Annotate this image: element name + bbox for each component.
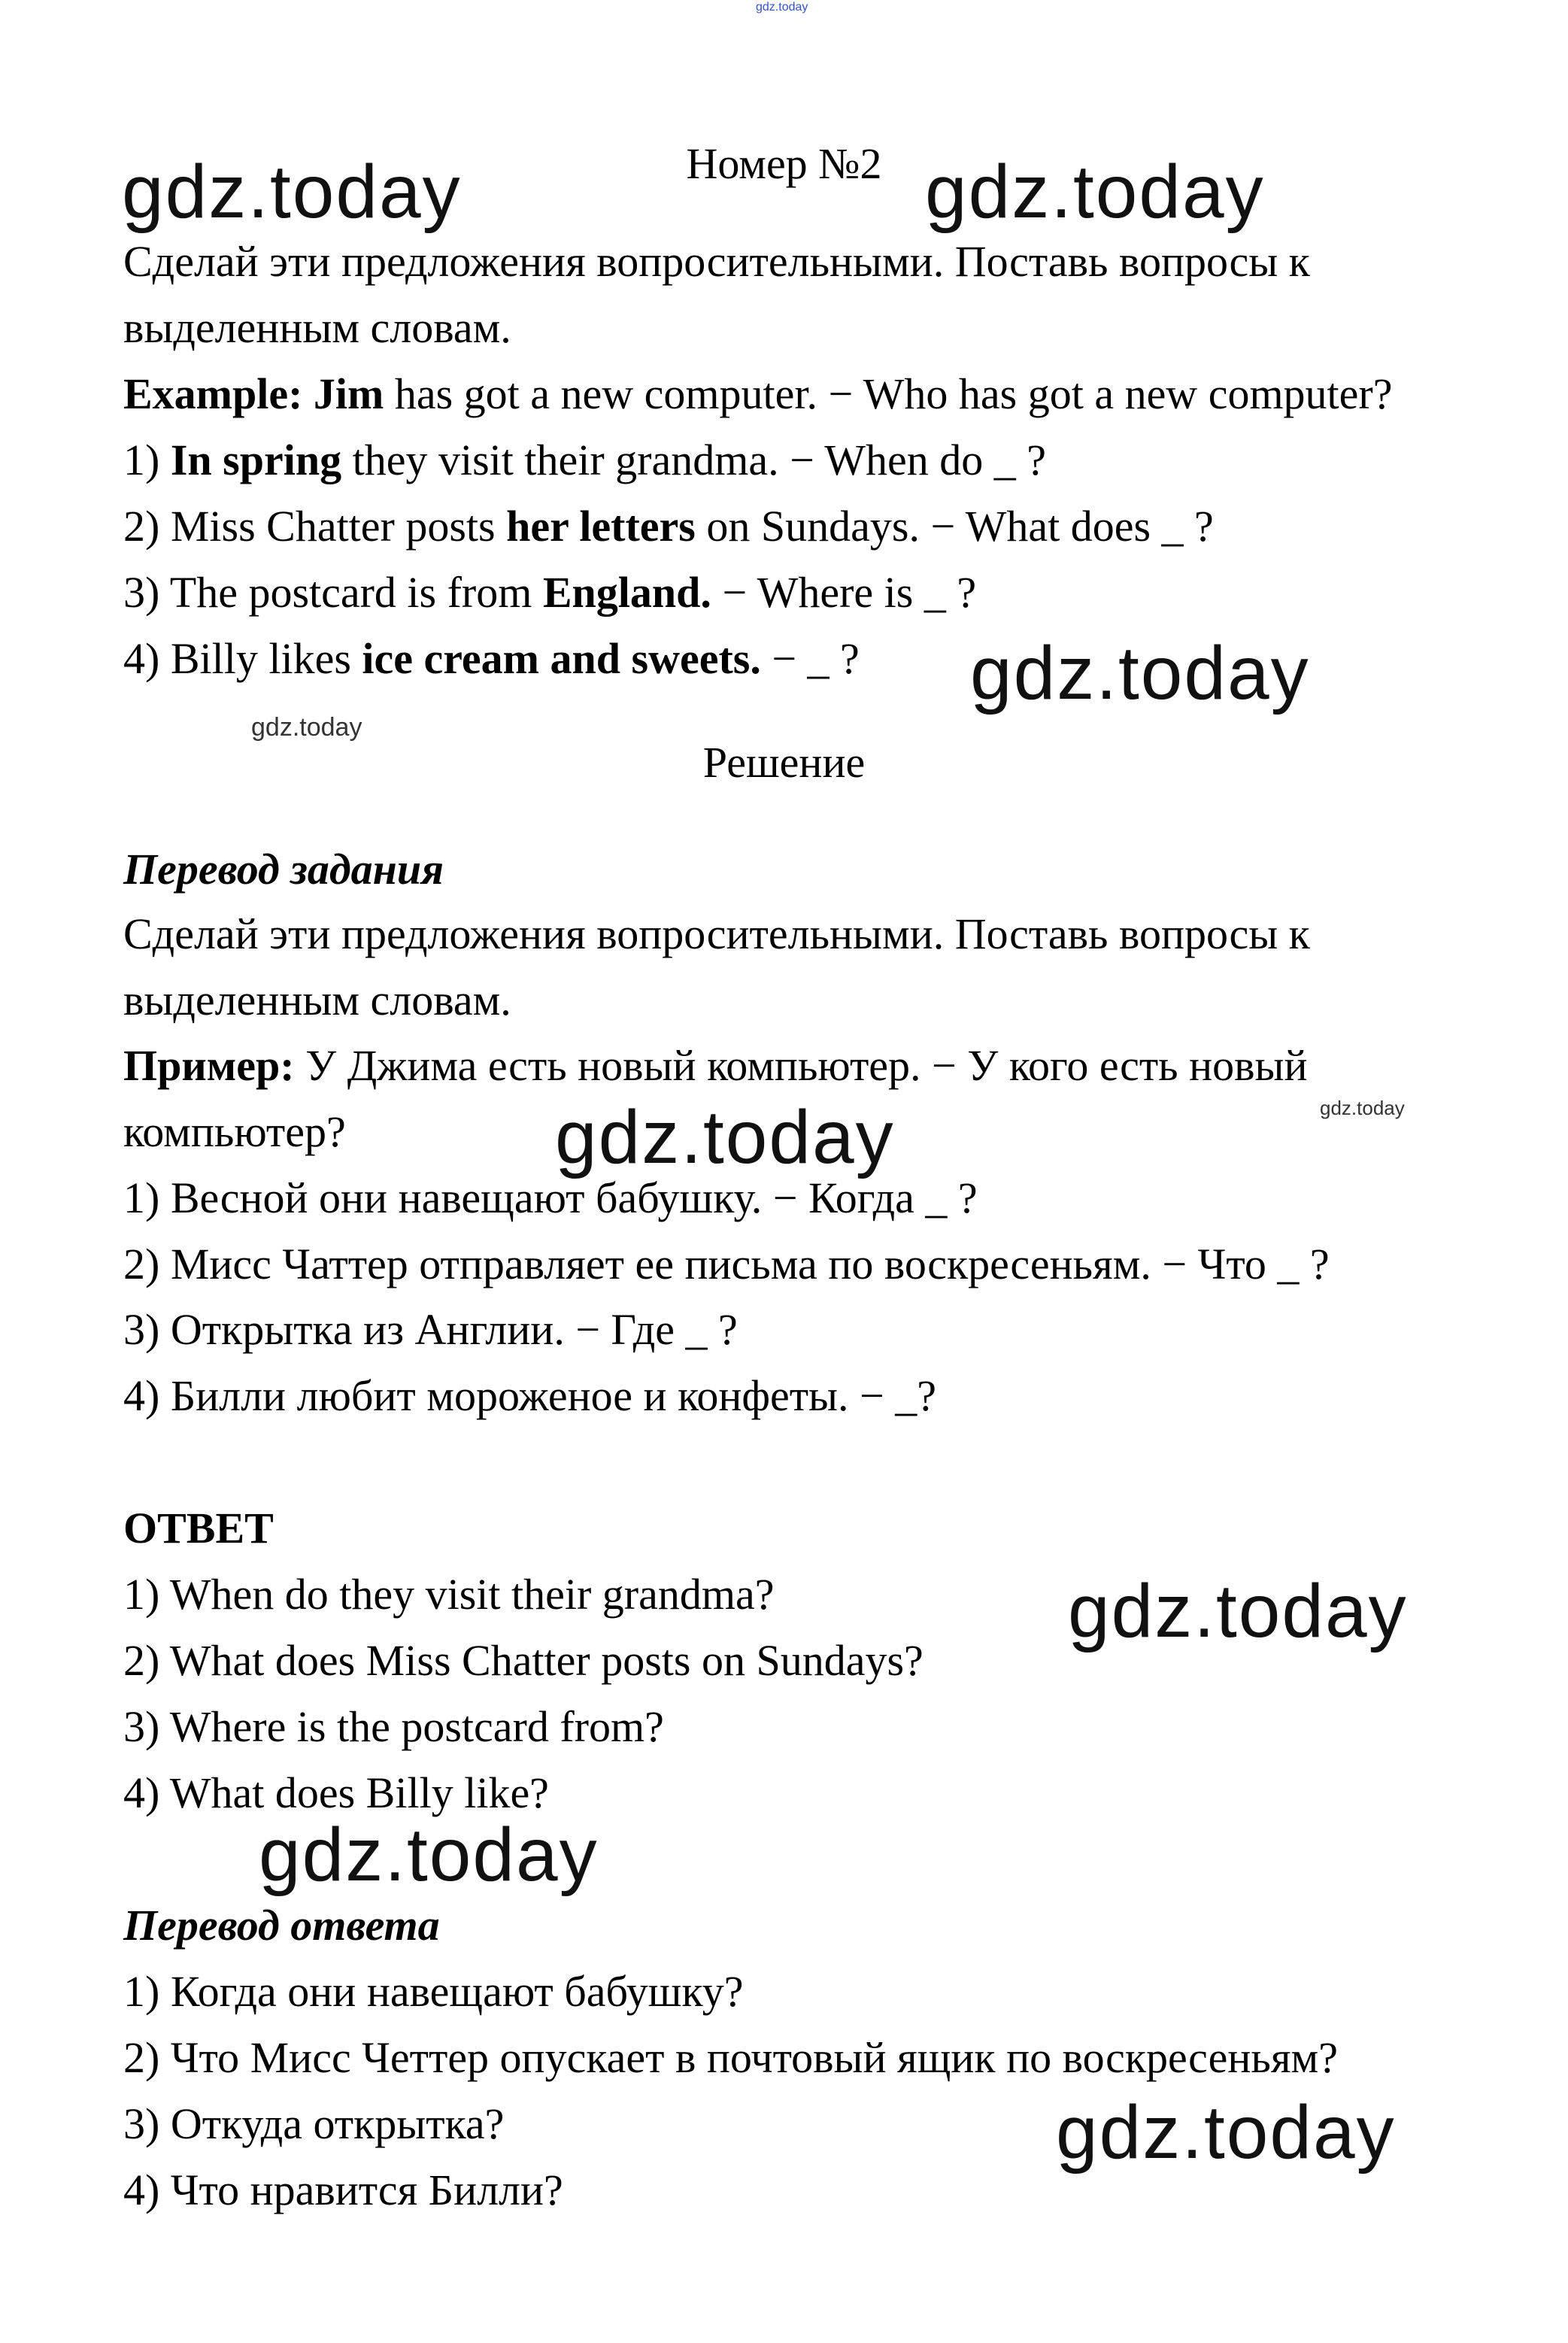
text-line	[123, 1106, 346, 1158]
watermark: gdz.today	[259, 1813, 599, 1897]
text-line	[123, 235, 1310, 288]
text: Сделай эти предложения вопросительными. Поставь вопросы к	[123, 909, 1310, 958]
watermark: gdz.today	[1068, 1569, 1408, 1653]
text: has got a new computer. − Who has got a new computer?	[384, 369, 1393, 418]
text: Сделай эти предложения вопросительными. Поставь вопросы к	[123, 237, 1310, 286]
text-line	[123, 1965, 744, 2018]
text: 3) Открытка из Англии. − Где _ ?	[123, 1305, 738, 1355]
bold-text: Пример:	[123, 1041, 295, 1091]
text-line	[123, 1370, 936, 1422]
text: 2) What does Miss Chatter posts on Sundays?	[123, 1636, 924, 1685]
solution-label: Решение	[702, 738, 866, 787]
text-line	[123, 1767, 549, 1819]
text: 4) Что нравится Билли?	[123, 2165, 563, 2214]
text-line	[123, 1238, 1330, 1291]
text: − _ ?	[760, 634, 860, 683]
text: выделенным словам.	[123, 975, 511, 1024]
text-line	[123, 908, 1310, 961]
text: 1) Весной они навещают бабушку. − Когда _ ?	[123, 1173, 978, 1222]
text-line	[123, 1568, 774, 1621]
text: they visit their grandma. − When do _ ?	[341, 436, 1046, 484]
text-line	[123, 1304, 738, 1356]
bold-text: England.	[542, 568, 711, 617]
watermark: gdz.today	[970, 631, 1310, 715]
text: выделенным словам.	[123, 303, 511, 352]
text-line	[123, 368, 1392, 420]
watermark: gdz.today	[555, 1095, 895, 1179]
watermark: gdz.today	[1320, 1097, 1405, 1119]
translation-heading: Перевод задания	[123, 845, 444, 894]
text-line	[123, 500, 1214, 553]
text: компьютер?	[123, 1107, 346, 1157]
text: 1) Когда они навещают бабушку?	[123, 1967, 744, 2016]
text: 1) When do they visit their grandma?	[123, 1570, 775, 1619]
text-line	[123, 2164, 563, 2217]
watermark: gdz.today	[122, 150, 462, 234]
text: У Джима есть новый компьютер. − У кого есть новый	[294, 1041, 1308, 1091]
text-line	[123, 1634, 924, 1687]
text-line	[123, 302, 511, 354]
text: 1)	[123, 436, 171, 484]
text: 2) Miss Chatter posts	[123, 502, 507, 551]
watermark: gdz.today	[251, 713, 362, 742]
text: 4) Билли любит мороженое и конфеты. − _?	[123, 1370, 936, 1420]
text: − Where is _ ?	[711, 568, 977, 617]
watermark: gdz.today	[1056, 2090, 1396, 2175]
text: 2) Что Мисс Четтер опускает в почтовый ящик по воскресеньям?	[123, 2033, 1338, 2082]
text-line	[123, 2032, 1338, 2084]
text-line	[123, 974, 511, 1027]
text: on Sundays. − What does _ ?	[695, 502, 1214, 551]
answer-translation-heading: Перевод ответа	[123, 1901, 440, 1950]
text-line	[123, 1172, 978, 1225]
watermark: gdz.today	[925, 150, 1265, 234]
text: 4) What does Billy like?	[123, 1768, 549, 1817]
text-line	[123, 1039, 1308, 1092]
text-line	[123, 566, 976, 619]
text-line	[123, 434, 1046, 487]
text: 3) Откуда открытка?	[123, 2099, 505, 2148]
text-line	[123, 633, 860, 685]
bold-text: Example: Jim	[123, 369, 384, 418]
answer-heading: ОТВЕТ	[123, 1504, 274, 1552]
bold-text: In spring	[170, 436, 342, 484]
text: 4) Billy likes	[123, 634, 362, 683]
text: 3) Where is the postcard from?	[123, 1702, 664, 1751]
text-line	[123, 2098, 504, 2150]
text: 3) The postcard is from	[123, 568, 543, 617]
text: 2) Мисс Чаттер отправляет ее письма по воскресеньям. − Что _ ?	[123, 1239, 1330, 1288]
watermark-top: gdz.today	[756, 1, 808, 14]
text-line	[123, 1701, 664, 1753]
bold-text: her letters	[506, 502, 696, 551]
bold-text: ice cream and sweets.	[362, 634, 761, 683]
page-title: Номер №2	[686, 139, 882, 188]
